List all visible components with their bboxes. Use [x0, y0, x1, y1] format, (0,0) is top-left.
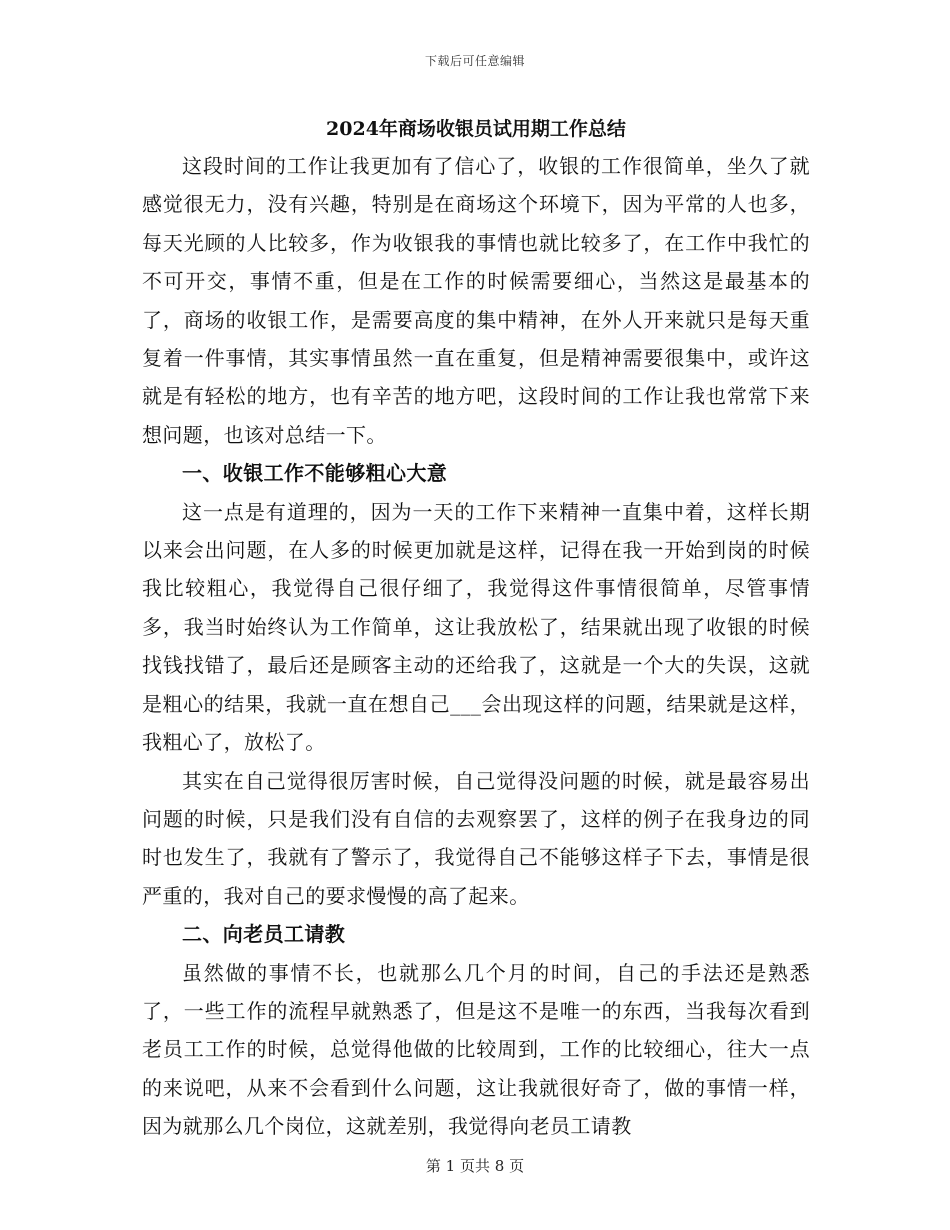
section-1-paragraph-1: 这一点是有道理的，因为一天的工作下来精神一直集中着，这样长期以来会出问题，在人多的时候更加就是这样，记得在我一开始到岗的时候我比较粗心，我觉得自己很仔细了，我觉得这件事情很简单，尽管事情多，我当时始终认为工作简单，这让我放松了，结果就出现了收银的时候找钱找错了，最后还是顾客主动的还给我了，这就是一个大的失误，这就是粗心的结果，我就一直在想自己___会出现这样的问题，结果就是这样，我粗心了，放松了。: [142, 499, 810, 755]
page-header: 下载后可任意编辑: [424, 54, 525, 68]
section-heading-2: 二、向老员工请教: [182, 922, 346, 947]
document-body: [142, 112, 810, 1146]
page-footer: 第 1 页共 8 页: [425, 1157, 525, 1175]
section-heading-1: 一、收银工作不能够粗心大意: [182, 461, 448, 486]
intro-paragraph: 这段时间的工作让我更加有了信心了，收银的工作很简单，坐久了就感觉很无力，没有兴趣，特别是在商场这个环境下，因为平常的人也多，每天光顾的人比较多，作为收银我的事情也就比较多了，在工作中我忙的不可开交，事情不重，但是在工作的时候需要细心，当然这是最基本的了，商场的收银工作，是需要高度的集中精神，在外人开来就只是每天重复着一件事情，其实事情虽然一直在重复，但是精神需要很集中，或许这就是有轻松的地方，也有辛苦的地方吧，这段时间的工作让我也常常下来想问题，也该对总结一下。: [142, 154, 810, 447]
document-title: 2024年商场收银员试用期工作总结: [326, 118, 626, 140]
section-2-paragraph-1: 虽然做的事情不长，也就那么几个月的时间，自己的手法还是熟悉了，一些工作的流程早就熟悉了，但是这不是唯一的东西，当我每次看到老员工工作的时候，总觉得他做的比较周到，工作的比较细心，往大一点的来说吧，从来不会看到什么问题，这让我就很好奇了，做的事情一样，因为就那么几个岗位，这就差别，我觉得向老员工请教: [142, 960, 810, 1139]
section-1-paragraph-2: 其实在自己觉得很厉害时候，自己觉得没问题的时候，就是最容易出问题的时候，只是我们没有自信的去观察罢了，这样的例子在我身边的同时也发生了，我就有了警示了，我觉得自己不能够这样子下去，事情是很严重的，我对自己的要求慢慢的高了起来。: [142, 768, 810, 908]
